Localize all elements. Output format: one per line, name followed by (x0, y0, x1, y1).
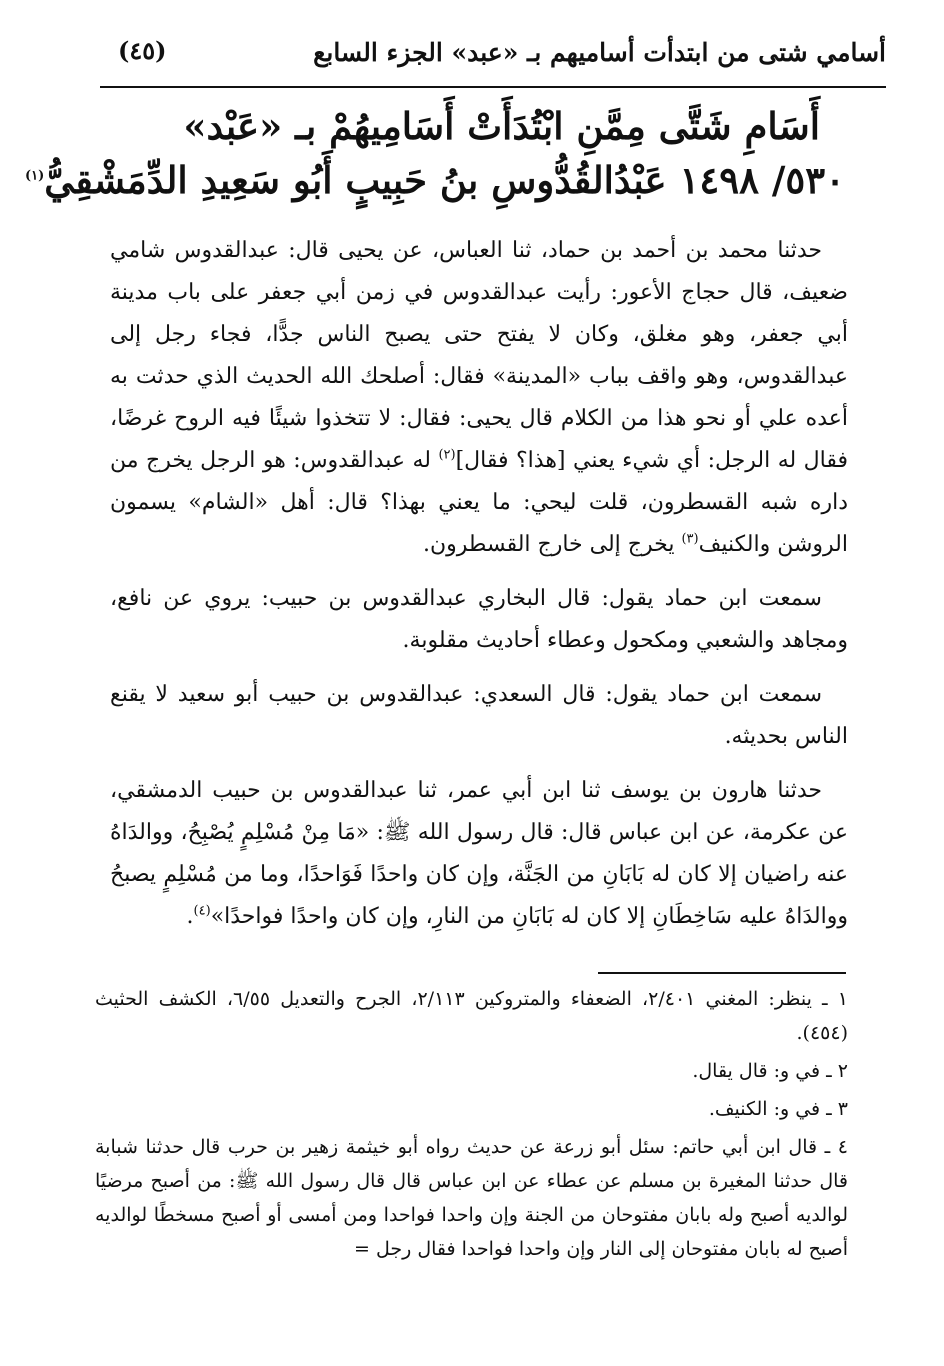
footnote-mark-3: (٣) (681, 531, 699, 547)
footnote-mark-2: (٢) (438, 447, 456, 463)
footnote-1: ١ ـ ينظر: المغني ٢/٤٠١، الضعفاء والمتروكين ٢/١١٣، الجرح والتعديل ٦/٥٥، الكشف الحثيث (٤٥٤). (95, 988, 848, 1044)
paragraph-1-text-2: له عبدالقدوس: هو الرجل يخرج من داره شبه القسطرون، قلت ليحي: ما يعني بهذا؟ قال: أهل «الشام» يسمون الروشن والكنيف (110, 448, 848, 557)
entry-title-text: ٥٣٠/ ١٤٩٨ عَبْدُالقُدُّوسِ بنُ حَبِيبٍ أَبُو سَعِيدِ الدِّمَشْقِيُّ (44, 158, 845, 202)
footnote-3: ٣ ـ في و: الكنيف. (708, 1098, 848, 1120)
body-text (110, 230, 848, 950)
paragraph-4-text: حدثنا هارون بن يوسف ثنا ابن أبي عمر، ثنا عبدالقدوس بن حبيب الدمشقي، عن عكرمة، عن ابن عباس قال: قال رسول الله ﷺ: «مَا مِنْ مُسْلِمٍ يُصْبِحُ، ووالدَاهُ عنه راضيان إلا كان له بَابَانِ من الجَنَّة، وإن كان واحدًا فَوَاحدًا، وما من مُسْلِمٍ يصبحُ ووالدَاهُ عليه سَاخِطَانِ إلا كان له بَابَانِ من النارِ، وإن كان واحدًا فواحدًا» (110, 778, 848, 929)
paragraph-1-text-3: يخرج إلى خارج القسطرون. (423, 532, 682, 557)
entry-footnote-mark: (١) (25, 168, 45, 184)
footnotes (95, 982, 848, 1270)
footnote-separator (598, 972, 846, 974)
page-number: (٤٥) (118, 36, 167, 65)
chapter-title: أَسَامِ شَتَّى مِمَّنِ ابْتُدَأَتْ أَسَامِيهُمْ بـ «عَبْد» (183, 104, 820, 148)
footnote-mark-4: (٤) (193, 903, 211, 919)
paragraph-2: سمعت ابن حماد يقول: قال البخاري عبدالقدوس بن حبيب: يروي عن نافع، ومجاهد والشعبي ومكحول وعطاء أحاديث مقلوبة. (110, 586, 848, 653)
running-title: أسامي شتى من ابتدأت أساميهم بـ «عبد» الجزء السابع (313, 38, 886, 67)
paragraph-4-end: . (186, 904, 194, 929)
paragraph-1-text: حدثنا محمد بن أحمد بن حماد، ثنا العباس، عن يحيى قال: عبدالقدوس شامي ضعيف، قال حجاج الأعور: رأيت عبدالقدوس في زمن أبي جعفر على باب مدينة أبي جعفر، وهو مغلق، وكان لا يفتح حتى يصبح الناس جدًّا، فجاء رجل إلى عبدالقدوس، وهو واقف بباب «المدينة» فقال: أصلحك الله الحديث الذي حدثت به أعده علي أو نحو هذا من الكلام قال يحيى: فقال: لا تتخذوا شيئًا فيه الروح غرضًا، فقال له الرجل: أي شيء يعني [هذا؟ فقال] (110, 238, 849, 473)
page-header (100, 28, 886, 88)
paragraph-4 (110, 770, 848, 938)
footnote-2: ٢ ـ في و: قال يقال. (692, 1060, 848, 1082)
footnote-4: ٤ ـ قال ابن أبي حاتم: سئل أبو زرعة عن حديث رواه أبو خيثمة زهير بن حرب قال حدثنا شبابة قال حدثنا المغيرة بن مسلم عن عطاء عن ابن عباس قال قال رسول الله ﷺ: من أصبح مرضيًا لوالديه أصبح وله بابان مفتوحان من الجنة وإن واحدا فواحدا ومن أمسى أو أصبح مسخطًا لوالديه أصبح له بابان مفتوحان إلى النار وإن واحدا فواحدا فقال رجل = (95, 1136, 848, 1260)
paragraph-3: سمعت ابن حماد يقول: قال السعدي: عبدالقدوس بن حبيب أبو سعيد لا يقنع الناس بحديثه. (110, 682, 848, 749)
entry-title (25, 158, 845, 202)
paragraph-1 (110, 230, 848, 566)
